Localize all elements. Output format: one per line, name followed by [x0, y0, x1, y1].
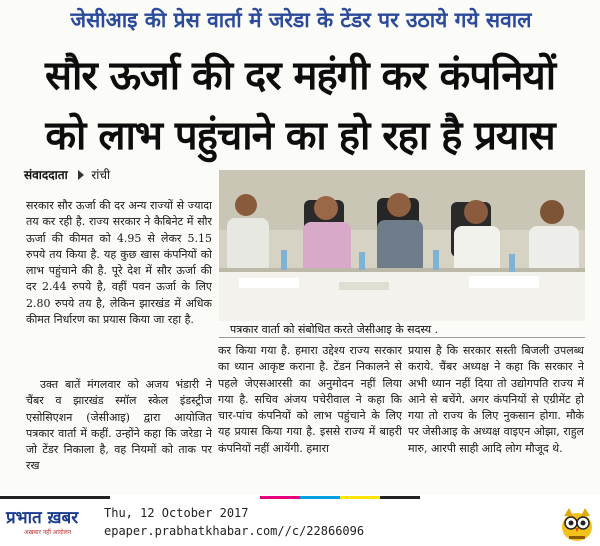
photo-caption: पत्रकार वार्ता को संबोधित करते जेसीआइ के सदस्य . [230, 323, 439, 336]
byline: संवाददाता [24, 168, 68, 182]
epaper-url[interactable]: epaper.prabhatkhabar.com//c/22866096 [104, 524, 365, 538]
kicker-headline: जेसीआइ की प्रेस वार्ता में जरेडा के टेंडर पर उठाये गये सवाल [70, 8, 532, 32]
dateline [24, 166, 110, 184]
headline-line-1: सौर ऊर्जा की दर महंगी कर कंपनियों [44, 53, 556, 99]
publication-date: Thu, 12 October 2017 [104, 506, 249, 520]
paragraph-text: सरकार सौर ऊर्जा की दर अन्य राज्यों से ज्यादा तय कर रही है. राज्य सरकार ने कैबिनेट में सौर ऊर्जा की कीमत को 4.95 से लेकर 5.15 रुपये तय किया है. यह कुछ खास कंपनियों को लाभ पहुंचाने की है. पूरे देश में सौर ऊर्जा की दर 2.44 रुपये है, वहीं पवन ऊर्जा के लिए 2.80 रुपये तय है, लेकिन झारखंड में अधिक कीमत निर्धारण का प्रयास किया जा रहा है. [26, 199, 212, 327]
arrow-right-icon [78, 170, 84, 180]
logo-text: प्रभात ख़बर [6, 508, 79, 528]
headline-line-2: को लाभ पहुंचाने का हो रहा है प्रयास [45, 113, 555, 159]
press-conference-photo [219, 170, 585, 321]
prabhat-khabar-logo[interactable] [6, 507, 94, 537]
location: रांची [91, 168, 111, 182]
logo-tagline: अख़बार नहीं आंदोलन [24, 529, 72, 536]
caption-divider [219, 337, 585, 338]
column-2 [218, 343, 402, 495]
owl-icon [560, 506, 594, 542]
paragraph-text: उक्त बातें मंगलवार को अजय भंडारी ने चैंबर व झारखंड स्मॉल स्केल इंडस्ट्रीज एसोसिएशन (जेसीआइ) द्वारा आयोजित पत्रकार वार्ता में कहीं. उन्होंने कहा कि जरेडा ने जो टेंडर निकाला है, वह नियमों को ताक पर रख [26, 378, 212, 473]
column-3 [408, 343, 584, 495]
paragraph-text: कर किया गया है. हमारा उद्देश्य राज्य सरकार का ध्यान आकृष्ट कराना है. टेंडन निकालने से पहले जेएसआरसी का अनुमोदन नहीं लिया गया है. सचिव अंजय पचेरीवाल ने कहा कि चार-पांच कंपनियों को लाभ पहुंचाने के लिए यह प्रयास किया गया है. इससे राज्य में बाहरी कंपनियों नहीं आयेंगी. हमारा [218, 344, 402, 455]
column-1-paragraph-1 [26, 198, 212, 373]
paragraph-text: प्रयास है कि सरकार सस्ती बिजली उपलब्ध कराये. चैंबर अध्यक्ष ने कहा कि सरकार ने अभी ध्यान नहीं दिया तो उद्योगपति राज्य में आने से बचेंगे. अगर कंपनियों से एग्रीमेंट हो गया तो राज्य के लिए नुकसान होगा. मौके पर जेसीआइ के अध्यक्ष वाइएन ओझा, राहुल मारु, आरपी साही आदि लोग मौजूद थे. [408, 344, 584, 455]
epaper-footer [0, 500, 600, 546]
column-1-paragraph-2 [26, 377, 212, 495]
